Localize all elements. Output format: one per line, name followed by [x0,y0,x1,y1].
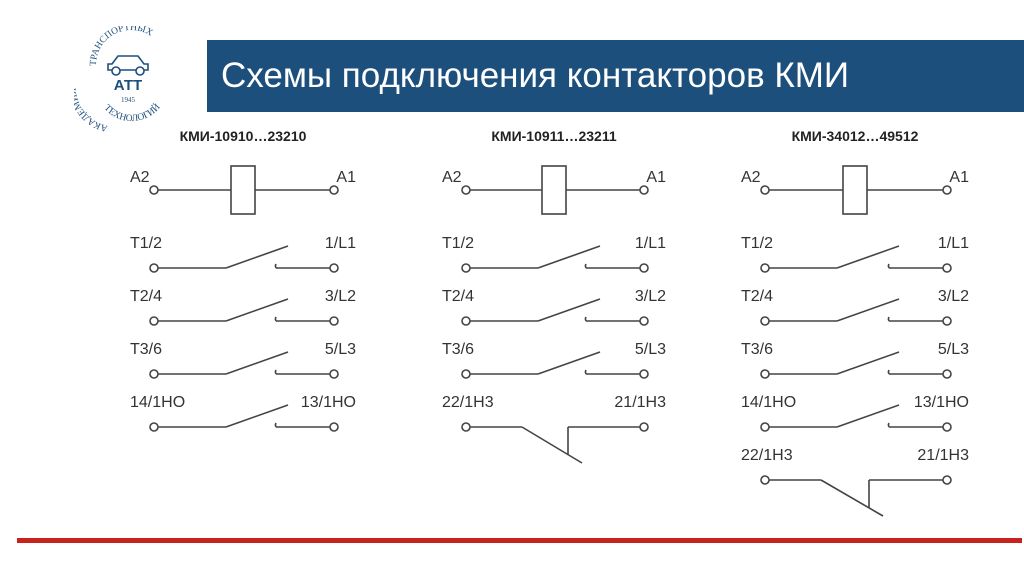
contact-hook [275,370,276,374]
terminal [943,476,951,484]
scheme-title: КМИ-34012…49512 [791,128,919,144]
contact-label-left: T3/6 [442,341,475,358]
coil-label-right: A1 [949,169,969,186]
terminal [761,423,769,431]
contact-label-right: 5/L3 [324,341,356,358]
terminal [943,317,951,325]
contact-label-right: 1/L1 [634,235,666,252]
contact-label-left: T1/2 [130,235,163,252]
contact-label-right: 13/1HO [300,394,356,411]
coil-label-right: A1 [336,169,356,186]
switch-blade [538,246,600,268]
contact-hook [275,423,276,427]
switch-blade [837,246,899,268]
terminal [640,317,648,325]
scheme-diagram [430,128,678,460]
terminal [150,423,158,431]
contact-label-right: 5/L3 [937,341,969,358]
coil-symbol [843,166,867,214]
contact-label-left: T2/4 [442,288,475,305]
contact-label-left: T3/6 [130,341,163,358]
page-title: Схемы подключения контакторов КМИ [221,56,850,95]
wiring-scheme-2 [430,128,678,460]
contact-hook [275,317,276,321]
scheme-title: КМИ-10910…23210 [179,128,307,144]
contact-label-right: 3/L2 [937,288,969,305]
car-emblem-icon [74,26,182,136]
contact-hook [888,264,889,268]
logo-text-top: ТРАНСПОРТНЫХ [88,26,155,67]
coil-label-left: A2 [442,169,462,186]
contact-label-right: 21/1H3 [614,394,666,411]
scheme-title: КМИ-10911…23211 [491,128,617,144]
terminal [640,186,648,194]
contact-label-right: 13/1HO [913,394,969,411]
terminal [943,186,951,194]
terminal [462,186,470,194]
contact-label-right: 3/L2 [634,288,666,305]
coil-symbol [542,166,566,214]
contact-hook [585,317,586,321]
terminal [761,186,769,194]
logo-year: 1945 [121,96,135,104]
terminal [761,264,769,272]
terminal [462,264,470,272]
switch-blade [837,299,899,321]
switch-blade [538,299,600,321]
contact-label-left: T2/4 [130,288,163,305]
scheme-diagram [118,128,368,450]
terminal [943,423,951,431]
contact-label-right: 5/L3 [634,341,666,358]
terminal [640,423,648,431]
contact-label-right: 1/L1 [324,235,356,252]
contact-hook [888,317,889,321]
contact-hook [585,264,586,268]
switch-blade [837,405,899,427]
contact-label-left: T1/2 [741,235,774,252]
coil-label-right: A1 [646,169,666,186]
contact-label-right: 3/L2 [324,288,356,305]
terminal [330,317,338,325]
terminal [761,476,769,484]
switch-blade [522,427,582,463]
terminal [943,370,951,378]
terminal [640,264,648,272]
title-bar [207,40,1024,112]
contact-label-left: 14/1HO [130,394,186,411]
contact-label-left: T1/2 [442,235,475,252]
logo-text-left: АКАДЕ [76,106,109,133]
contact-label-left: 22/1H3 [741,447,793,464]
terminal [462,317,470,325]
coil-symbol [231,166,255,214]
terminal [330,264,338,272]
terminal [150,264,158,272]
contact-label-right: 1/L1 [937,235,969,252]
contact-label-right: 21/1H3 [917,447,969,464]
coil-label-left: A2 [130,169,150,186]
terminal [640,370,648,378]
logo-abbr: АТТ [113,77,143,94]
switch-blade [821,480,883,516]
contact-label-left: 14/1HO [741,394,797,411]
switch-blade [538,352,600,374]
contact-label-left: T3/6 [741,341,774,358]
contact-hook [888,423,889,427]
coil-label-left: A2 [741,169,761,186]
terminal [330,186,338,194]
terminal [761,370,769,378]
terminal [462,423,470,431]
scheme-diagram [729,128,981,513]
car-icon [108,56,148,75]
terminal [330,423,338,431]
contact-hook [888,370,889,374]
switch-blade [226,246,288,268]
terminal [462,370,470,378]
terminal [761,317,769,325]
terminal [943,264,951,272]
bottom-accent-line [17,538,1022,543]
terminal [150,186,158,194]
academy-logo [74,26,182,136]
terminal [330,370,338,378]
terminal [150,370,158,378]
contact-label-left: T2/4 [741,288,774,305]
switch-blade [226,299,288,321]
switch-blade [226,352,288,374]
logo-text-bottom: ТЕХНОЛОГИЙ [101,102,163,125]
wiring-scheme-3 [729,128,981,513]
contact-label-left: 22/1H3 [442,394,494,411]
contact-hook [275,264,276,268]
switch-blade [837,352,899,374]
contact-hook [585,370,586,374]
switch-blade [226,405,288,427]
terminal [150,317,158,325]
wiring-scheme-1 [118,128,368,450]
